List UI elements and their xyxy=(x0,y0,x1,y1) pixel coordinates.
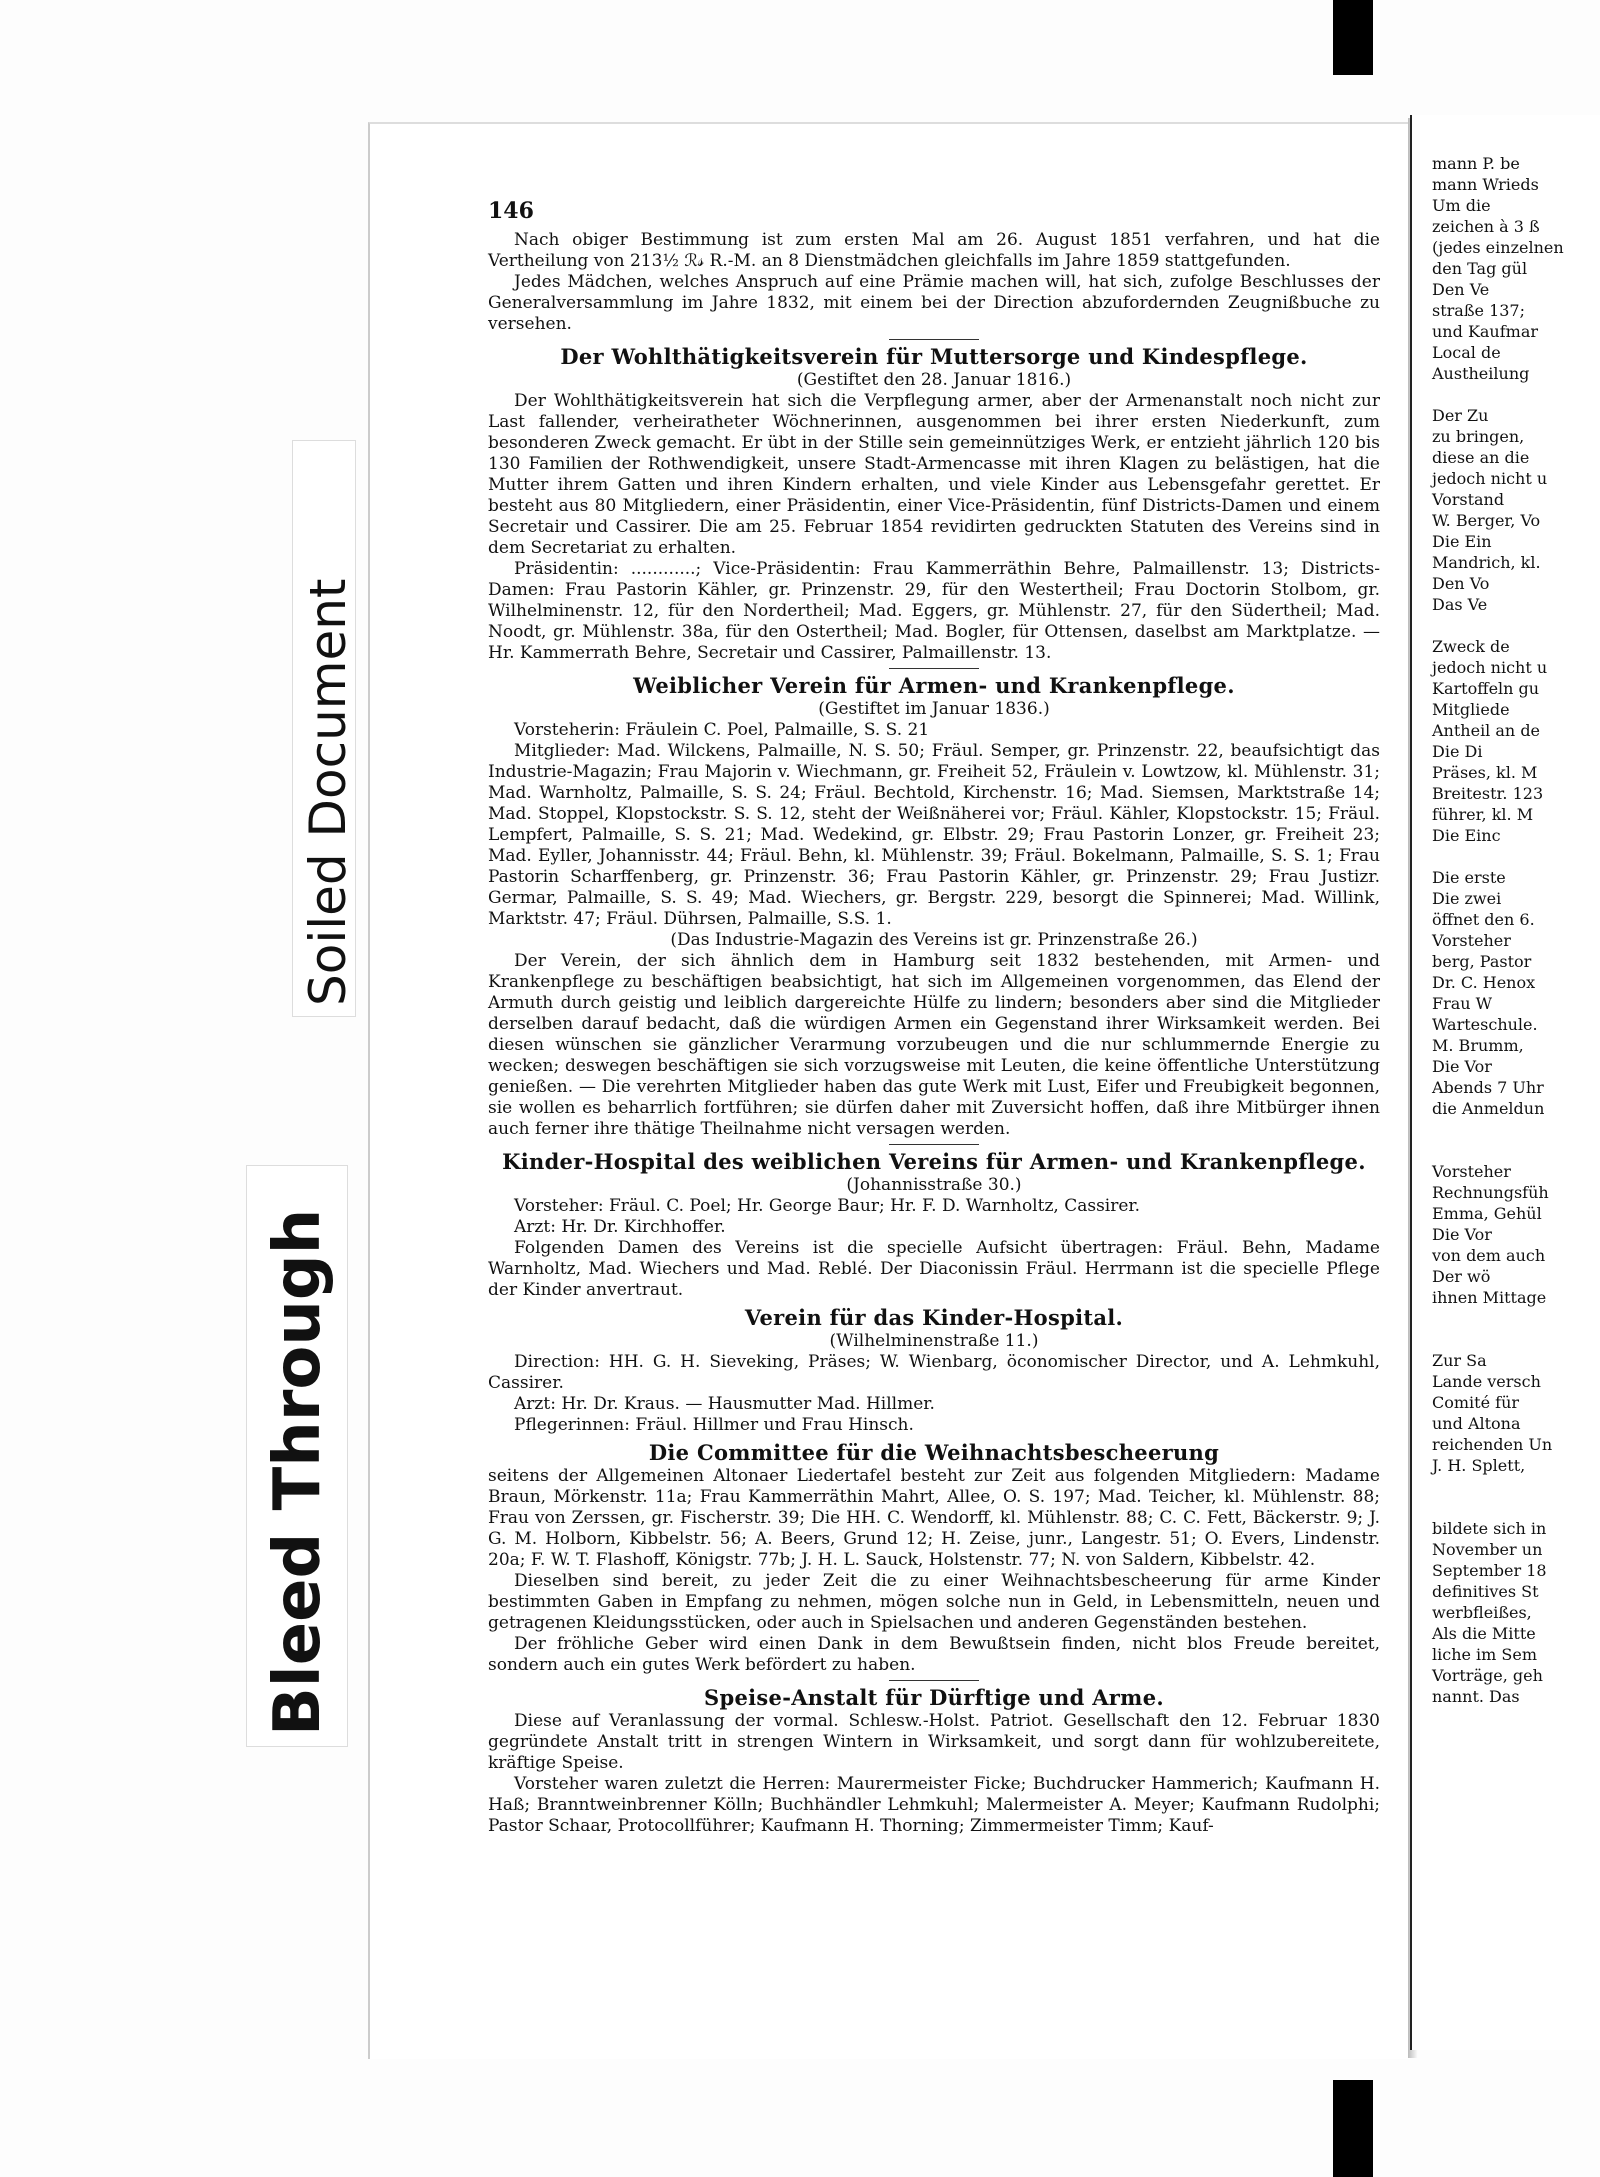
right-page-line: Mitgliede xyxy=(1432,700,1510,719)
paragraph: Vorsteher: Fräul. C. Poel; Hr. George Baur; Hr. F. D. Warnholtz, Cassirer. xyxy=(514,1196,1141,1216)
page-number: 146 xyxy=(488,198,534,224)
right-page-text xyxy=(1432,153,1600,1707)
right-page-line: definitives St xyxy=(1432,1582,1539,1601)
section-heading: Der Wohlthätigkeitsverein für Muttersorge und Kindespflege. xyxy=(560,344,1308,369)
right-page-line: Die Di xyxy=(1432,742,1483,761)
right-page-line: ihnen Mittage xyxy=(1432,1288,1547,1307)
section-subheading: (Johannisstraße 30.) xyxy=(846,1175,1022,1195)
right-page-line: straße 137; xyxy=(1432,301,1525,320)
right-page-line: Als die Mitte xyxy=(1432,1624,1536,1643)
section-heading: Kinder-Hospital des weiblichen Vereins für Armen- und Krankenpflege. xyxy=(502,1149,1366,1174)
right-page-line xyxy=(1432,384,1600,405)
paragraph: Mitglieder: Mad. Wilckens, Palmaille, N. S. 50; Fräul. Semper, gr. Prinzenstr. 22, beaufsichtigt das Industrie-Magazin; Frau Majorin v. Wiechmann, gr. Freiheit 52, Fräulein v. Lowtzow, kl. Mühlenstr. 31; Mad. Warnholtz, Palmaille, S. S. 24; Fräul. Bechtold, Kirchenstr. 16; Mad. Siemsen, Marktstraße 14; Mad. Stoppel, Klopstockstr. S. S. 12, steht der Weißnäherei vor; Fräul. Kähler, Klopstockstr. 15; Fräul. Lempfert, Palmaille, S. S. 21; Mad. Wedekind, gr. Elbstr. 29; Frau Pastorin Lonzer, gr. Freiheit 23; Mad. Eyller, Johannisstr. 44; Fräul. Behn, kl. Mühlenstr. 39; Fräul. Bokelmann, Palmaille, S. S. 1; Frau Pastorin Scharffenberg, gr. Prinzenstr. 36; Frau Pastorin Kähler, gr. Prinzenstr. 29; Frau Justizr. Germar, Palmaille, S. S. 49; Mad. Wiechers, gr. Bergstr. 229, besorgt die Spinnerei; Mad. Willink, Marktstr. 47; Fräul. Dührsen, Palmaille, S.S. 1. xyxy=(488,741,1380,929)
right-page-line: liche im Sem xyxy=(1432,1645,1538,1664)
right-page-line xyxy=(1432,615,1600,636)
soiled-document-label: Soiled Document xyxy=(299,578,357,1006)
right-page-line: Local de xyxy=(1432,343,1501,362)
right-page-line: J. H. Splett, xyxy=(1432,1456,1526,1475)
section-subheading: (Gestiftet im Januar 1836.) xyxy=(818,699,1050,719)
right-page-line: Lande versch xyxy=(1432,1372,1541,1391)
section-subheading: (Gestiftet den 28. Januar 1816.) xyxy=(796,370,1072,390)
soiled-document-label-box xyxy=(292,440,356,1017)
right-page-line: Vorträge, geh xyxy=(1432,1666,1543,1685)
right-page-line: die Anmeldun xyxy=(1432,1099,1545,1118)
right-page-line xyxy=(1432,1476,1600,1497)
right-page-line: zu bringen, xyxy=(1432,427,1525,446)
right-page-line: Die Ein xyxy=(1432,532,1492,551)
right-page-line: Die zwei xyxy=(1432,889,1502,908)
right-page-line xyxy=(1432,1140,1600,1161)
section-divider xyxy=(889,668,979,669)
right-page-line xyxy=(1432,1497,1600,1518)
section-heading: Verein für das Kinder-Hospital. xyxy=(744,1305,1124,1330)
right-page-line xyxy=(1432,1119,1600,1140)
paragraph: Nach obiger Bestimmung ist zum ersten Mal am 26. August 1851 verfahren, und hat die Vertheilung von 213½ ℛ𝓈 R.-M. an 8 Dienstmädchen gleichfalls im Jahre 1859 stattgefunden. xyxy=(488,230,1380,271)
paragraph: Arzt: Hr. Dr. Kirchhoffer. xyxy=(514,1217,726,1237)
right-page-line: mann Wrieds xyxy=(1432,175,1539,194)
right-page-line: Der Zu xyxy=(1432,406,1489,425)
right-page-line: diese an die xyxy=(1432,448,1530,467)
right-page-line: W. Berger, Vo xyxy=(1432,511,1541,530)
paragraph: seitens der Allgemeinen Altonaer Liedertafel besteht zur Zeit aus folgenden Mitgliedern: Madame Braun, Mörkenstr. 11a; Frau Kammerräthin Mahrt, Allee, O. S. 197; Mad. Teicher, kl. Mühlenstr. 88; Frau von Zerssen, gr. Fischerstr. 39; Die HH. C. Wendorff, kl. Mühlenstr. 88; C. C. Fett, Bäckerstr. 9; J. G. M. Holborn, Kibbelstr. 56; A. Beers, Grund 12; H. Zeise, junr., Langestr. 51; O. Evers, Lindenstr. 20a; F. W. T. Flashoff, Königstr. 77b; J. H. L. Sauck, Holstenstr. 77; N. von Saldern, Kibbelstr. 42. xyxy=(488,1466,1380,1570)
right-page-line: den Tag gül xyxy=(1432,259,1528,278)
right-page-line: Frau W xyxy=(1432,994,1493,1013)
right-page-line: Die Einc xyxy=(1432,826,1501,845)
paragraph: Diese auf Veranlassung der vormal. Schlesw.-Holst. Patriot. Gesellschaft den 12. Februar 1830 gegründete Anstalt tritt in strengen Wintern in Wirksamkeit, und sorgt dann für wohlzubereitete, kräftige Speise. xyxy=(488,1711,1380,1773)
right-page-line: Mandrich, kl. xyxy=(1432,553,1541,572)
right-page-line: September 18 xyxy=(1432,1561,1547,1580)
right-page-line: und Altona xyxy=(1432,1414,1521,1433)
bleed-through-label: Bleed Through xyxy=(261,1208,335,1736)
paragraph: Direction: HH. G. H. Sieveking, Präses; W. Wienbarg, öconomischer Director, und A. Lehmkuhl, Cassirer. xyxy=(488,1352,1380,1393)
right-page-line: M. Brumm, xyxy=(1432,1036,1524,1055)
section-divider xyxy=(889,1680,979,1681)
right-page-line: jedoch nicht u xyxy=(1432,658,1548,677)
right-page-line: öffnet den 6. xyxy=(1432,910,1535,929)
paragraph: Präsidentin: ............; Vice-Präsidentin: Frau Kammerräthin Behre, Palmaillenstr. 13; Districts-Damen: Frau Pastorin Kähler, gr. Prinzenstr. 29, für den Westertheil; Frau Doctorin Stolbom, gr. Wilhelminenstr. 12, für den Nordertheil; Mad. Eggers, gr. Mühlenstr. 27, für den Südertheil; Mad. Noodt, gr. Mühlenstr. 38a, für den Ostertheil; Mad. Bogler, für Ottensen, daselbst am Marktplatze. — Hr. Kammerrath Behre, Secretair und Cassirer, Palmaillenstr. 13. xyxy=(488,559,1380,663)
right-page-line: werbfleißes, xyxy=(1432,1603,1532,1622)
right-page-line: Comité für xyxy=(1432,1393,1520,1412)
right-page-fragment xyxy=(1410,115,1600,2050)
right-page-line: Rechnungsfüh xyxy=(1432,1183,1549,1202)
paragraph: Arzt: Hr. Dr. Kraus. — Hausmutter Mad. Hillmer. xyxy=(514,1394,935,1414)
right-page-line: mann P. be xyxy=(1432,154,1520,173)
right-page-line: Die Vor xyxy=(1432,1057,1492,1076)
paragraph: Der fröhliche Geber wird einen Dank in dem Bewußtsein finden, nicht blos Freude bereitet, sondern auch ein gutes Werk befördert zu haben. xyxy=(488,1634,1380,1675)
right-page-line xyxy=(1432,846,1600,867)
right-page-line: Abends 7 Uhr xyxy=(1432,1078,1544,1097)
right-page-line: von dem auch xyxy=(1432,1246,1546,1265)
right-page-line: zeichen à 3 ß xyxy=(1432,217,1540,236)
section-heading: Speise-Anstalt für Dürftige und Arme. xyxy=(704,1685,1164,1710)
section-divider xyxy=(889,339,979,340)
scanner-edge-top xyxy=(1333,0,1373,75)
scanner-edge-bottom xyxy=(1333,2080,1373,2177)
right-page-line: Die erste xyxy=(1432,868,1506,887)
right-page-line: führer, kl. M xyxy=(1432,805,1534,824)
bleed-through-label-box xyxy=(246,1165,348,1747)
right-page-line: Um die xyxy=(1432,196,1491,215)
right-page-line: Warteschule. xyxy=(1432,1015,1538,1034)
right-page-line: Das Ve xyxy=(1432,595,1488,614)
section-heading: Die Committee für die Weihnachtsbescheerung xyxy=(648,1440,1220,1465)
paragraph: Vorsteherin: Fräulein C. Poel, Palmaille, S. S. 21 xyxy=(514,720,930,740)
right-page-line: Den Vo xyxy=(1432,574,1490,593)
right-page-line: Zur Sa xyxy=(1432,1351,1487,1370)
right-page-line xyxy=(1432,1308,1600,1329)
paragraph: Der Verein, der sich ähnlich dem in Hamburg seit 1832 bestehenden, mit Armen- und Krankenpflege zu beschäftigen beabsichtigt, hat sich im Allgemeinen vorgenommen, das Elend der Armuth durch geistig und leiblich dargereichte Hülfe zu lindern; besonders aber sind die Mitglieder derselben darauf bedacht, daß die würdigen Armen ein Gegenstand ihrer Wirksamkeit werden. Bei diesen wünschen sie gänzlicher Verarmung vorzubeugen und die nur schlummernde Energie zu wecken; deswegen beschäftigen sie sich vorzugsweise mit Leuten, die keine öffentliche Unterstützung genießen. — Die verehrten Mitglieder haben das gute Werk mit Lust, Eifer und Freubigkeit begonnen, sie wollen es beharrlich fortführen; sie dürfen daher mit Zuversicht hoffen, daß ihre Mitbürger ihnen auch ferner ihre thätige Theilnahme nicht versagen werden. xyxy=(488,951,1380,1139)
right-page-line: Kartoffeln gu xyxy=(1432,679,1540,698)
right-page-line: nannt. Das xyxy=(1432,1687,1520,1706)
right-page-line: Antheil an de xyxy=(1432,721,1541,740)
right-page-line xyxy=(1432,1329,1600,1350)
right-page-line: Vorsteher xyxy=(1432,931,1511,950)
right-page-line: (jedes einzelnen xyxy=(1432,238,1564,257)
right-page-line: Breitestr. 123 xyxy=(1432,784,1544,803)
paragraph: Der Wohlthätigkeitsverein hat sich die Verpflegung armer, aber der Armenanstalt noch nicht zur Last fallender, verheiratheter Wöchnerinnen, ausgenommen bei ihrer ersten Niederkunft, zum besonderen Zweck gemacht. Er übt in der Stille sein gemeinnütziges Werk, er entzieht jährlich 120 bis 130 Familien der Rothwendigkeit, unsere Stadt-Armencasse mit ihren Klagen zu belästigen, hat die Mutter ihrem Gatten und ihren Kindern erhalten, und viele Kinder aus Lebensgefahr gerettet. Er besteht aus 80 Mitgliedern, einer Präsidentin, einer Vice-Präsidentin, fünf Districts-Damen und einem Secretair und Cassirer. Die am 25. Februar 1854 revidirten gedruckten Statuten des Vereins sind in dem Secretariat zu erhalten. xyxy=(488,391,1380,558)
right-page-line: und Kaufmar xyxy=(1432,322,1539,341)
right-page-line: Der wö xyxy=(1432,1267,1491,1286)
paragraph: Folgenden Damen des Vereins ist die specielle Aufsicht übertragen: Fräul. Behn, Madame Warnholtz, Mad. Wiechers und Mad. Reblé. Der Diaconissin Fräul. Herrmann ist die specielle Pflege der Kinder anvertraut. xyxy=(488,1238,1380,1300)
right-page-line: Die Vor xyxy=(1432,1225,1492,1244)
section-subheading: (Das Industrie-Magazin des Vereins ist gr. Prinzenstraße 26.) xyxy=(670,930,1198,950)
right-page-line: jedoch nicht u xyxy=(1432,469,1548,488)
right-page-line: Präses, kl. M xyxy=(1432,763,1538,782)
right-page-line: reichenden Un xyxy=(1432,1435,1553,1454)
right-page-line: November un xyxy=(1432,1540,1543,1559)
paragraph: Vorsteher waren zuletzt die Herren: Maurermeister Ficke; Buchdrucker Hammerich; Kaufmann H. Haß; Branntweinbrenner Kölln; Buchhändler Lehmkuhl; Malermeister A. Meyer; Kaufmann Rudolphi; Pastor Schaar, Protocollführer; Kaufmann H. Thorning; Zimmermeister Timm; Kauf- xyxy=(488,1774,1380,1836)
right-page-line: berg, Pastor xyxy=(1432,952,1532,971)
page-content xyxy=(488,230,1380,1837)
right-page-line: Austheilung xyxy=(1432,364,1530,383)
section-subheading: (Wilhelminenstraße 11.) xyxy=(829,1331,1039,1351)
right-page-line: Vorstand xyxy=(1432,490,1505,509)
paragraph: Pflegerinnen: Fräul. Hillmer und Frau Hinsch. xyxy=(514,1415,914,1435)
right-page-line: Zweck de xyxy=(1432,637,1510,656)
right-page-line: Emma, Gehül xyxy=(1432,1204,1542,1223)
section-heading: Weiblicher Verein für Armen- und Krankenpflege. xyxy=(633,673,1235,698)
paragraph: Jedes Mädchen, welches Anspruch auf eine Prämie machen will, hat sich, zufolge Beschlusses der Generalversammlung im Jahre 1832, mit einem bei der Direction abzufordernden Zeugnißbuche zu versehen. xyxy=(488,272,1380,334)
paragraph: Dieselben sind bereit, zu jeder Zeit die zu einer Weihnachtsbescheerung für arme Kinder bestimmten Gaben in Empfang zu nehmen, mögen solche nun in Geld, in Lebensmitteln, neuen und getragenen Kleidungsstücken, oder auch in Spielsachen und anderen Gegenständen bestehen. xyxy=(488,1571,1380,1633)
section-divider xyxy=(889,1144,979,1145)
right-page-line: Vorsteher xyxy=(1432,1162,1511,1181)
right-page-line: Dr. C. Henox xyxy=(1432,973,1536,992)
right-page-line: bildete sich in xyxy=(1432,1519,1547,1538)
right-page-line: Den Ve xyxy=(1432,280,1490,299)
